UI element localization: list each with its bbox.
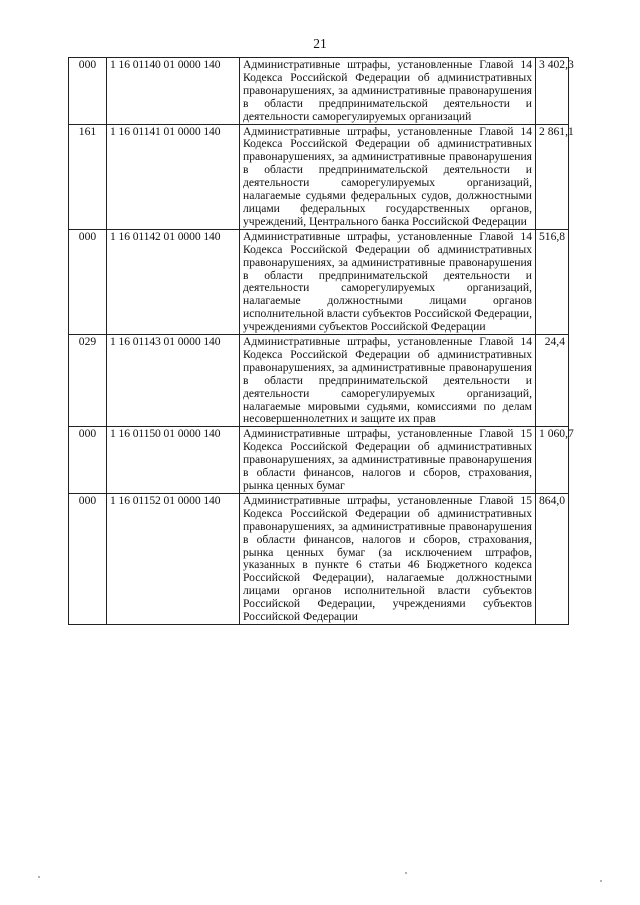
amount-cell: 2 861,1 <box>536 124 569 229</box>
description-cell: Административные штрафы, установленные Главой 14 Кодекса Российской Федерации об административных правонарушениях, за административные правонарушения в области предпринимательской деятельности и деятельности саморегулируемых организаций, налагаемые судьями федеральных судов, должностными лицами федеральных государственных органов, учреждений, Центрального банка Российской Федерации <box>240 124 536 229</box>
table-row <box>69 124 569 229</box>
budget-code-cell: 1 16 01152 01 0000 140 <box>107 493 240 624</box>
table-row <box>69 427 569 494</box>
scan-speck <box>38 876 40 878</box>
revenue-table <box>68 57 574 625</box>
amount-cell: 1 060,7 <box>536 427 569 494</box>
description-cell: Административные штрафы, установленные Главой 14 Кодекса Российской Федерации об административных правонарушениях, за административные правонарушения в области предпринимательской деятельности и деятельности саморегулируемых организаций, налагаемые должностными лицами органов исполнительной власти субъектов Российской Федерации, учреждениями субъектов Российской Федерации <box>240 229 536 334</box>
amount-cell: 3 402,3 <box>536 58 569 125</box>
budget-code-cell: 1 16 01141 01 0000 140 <box>107 124 240 229</box>
table-row <box>69 58 569 125</box>
description-cell: Административные штрафы, установленные Главой 14 Кодекса Российской Федерации об административных правонарушениях, за административные правонарушения в области предпринимательской деятельности и деятельности саморегулируемых организаций <box>240 58 536 125</box>
description-cell: Административные штрафы, установленные Главой 14 Кодекса Российской Федерации об административных правонарушениях, за административные правонарушения в области предпринимательской деятельности и деятельности саморегулируемых организаций, налагаемые мировыми судьями, комиссиями по делам несовершеннолетних и защите их прав <box>240 335 536 427</box>
scan-speck <box>600 880 602 882</box>
budget-code-cell: 1 16 01140 01 0000 140 <box>107 58 240 125</box>
table-row <box>69 335 569 427</box>
amount-cell: 516,8 <box>536 229 569 334</box>
page-number: 21 <box>313 36 327 51</box>
table-row <box>69 493 569 624</box>
table-row <box>69 229 569 334</box>
budget-code-cell: 1 16 01142 01 0000 140 <box>107 229 240 334</box>
admin-code-cell: 000 <box>69 229 107 334</box>
budget-code-cell: 1 16 01150 01 0000 140 <box>107 427 240 494</box>
admin-code-cell: 000 <box>69 58 107 125</box>
budget-code-cell: 1 16 01143 01 0000 140 <box>107 335 240 427</box>
scan-speck <box>405 872 407 874</box>
admin-code-cell: 000 <box>69 427 107 494</box>
amount-cell: 24,4 <box>536 335 569 427</box>
admin-code-cell: 000 <box>69 493 107 624</box>
amount-cell: 864,0 <box>536 493 569 624</box>
description-cell: Административные штрафы, установленные Главой 15 Кодекса Российской Федерации об административных правонарушениях, за административные правонарушения в области финансов, налогов и сборов, страхования, рынка ценных бумаг (за исключением штрафов, указанных в пункте 6 статьи 46 Бюджетного кодекса Российской Федерации), налагаемые должностными лицами органов исполнительной власти субъектов Российской Федерации, учреждениями субъектов Российской Федерации <box>240 493 536 624</box>
admin-code-cell: 029 <box>69 335 107 427</box>
description-cell: Административные штрафы, установленные Главой 15 Кодекса Российской Федерации об административных правонарушениях, за административные правонарушения в области финансов, налогов и сборов, страхования, рынка ценных бумаг <box>240 427 536 494</box>
admin-code-cell: 161 <box>69 124 107 229</box>
